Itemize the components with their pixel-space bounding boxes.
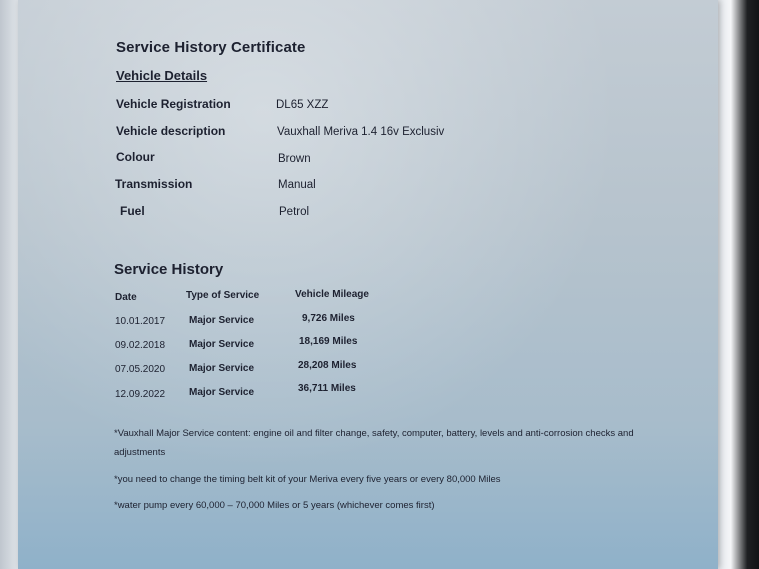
- field-label-registration: Vehicle Registration: [116, 97, 231, 111]
- column-header-date: Date: [115, 292, 137, 303]
- table-row-2-mileage: 18,169 Miles: [299, 336, 358, 347]
- table-row-3-date: 07.05.2020: [115, 364, 166, 375]
- service-history-heading: Service History: [114, 261, 224, 278]
- vehicle-details-heading: Vehicle Details: [116, 68, 208, 83]
- field-label-transmission: Transmission: [115, 177, 193, 191]
- field-value-description: Vauxhall Meriva 1.4 16v Exclusiv: [277, 126, 445, 138]
- table-row-1-type: Major Service: [189, 315, 255, 326]
- field-value-colour: Brown: [278, 153, 311, 165]
- field-value-transmission: Manual: [278, 179, 316, 191]
- field-value-fuel: Petrol: [279, 206, 310, 218]
- certificate-page: [18, 0, 718, 569]
- table-row-1-date: 10.01.2017: [115, 316, 166, 327]
- table-row-3-mileage: 28,208 Miles: [298, 360, 357, 371]
- table-row-4-type: Major Service: [189, 387, 255, 398]
- document-title: Service History Certificate: [116, 39, 306, 56]
- table-row-4-mileage: 36,711 Miles: [298, 383, 356, 394]
- table-row-1-mileage: 9,726 Miles: [302, 313, 355, 324]
- column-header-mileage: Vehicle Mileage: [295, 289, 369, 300]
- column-header-type: Type of Service: [186, 290, 260, 301]
- field-label-description: Vehicle description: [116, 124, 226, 138]
- background-surface-right: [712, 0, 759, 569]
- note-major-service-content: *Vauxhall Major Service content: engine oil and filter change, safety, computer, battery, levels and anti-corrosion checks and adjustments: [114, 428, 634, 458]
- note-water-pump: *water pump every 60,000 – 70,000 Miles or 5 years (whichever comes first): [114, 500, 435, 511]
- field-label-colour: Colour: [116, 150, 155, 164]
- field-label-fuel: Fuel: [120, 204, 145, 218]
- table-row-2-date: 09.02.2018: [115, 340, 166, 351]
- table-row-3-type: Major Service: [189, 363, 255, 374]
- table-row-2-type: Major Service: [189, 339, 255, 350]
- field-value-registration: DL65 XZZ: [276, 99, 329, 111]
- note-timing-belt: *you need to change the timing belt kit of your Meriva every five years or every 80,000 Miles: [114, 474, 501, 485]
- table-row-4-date: 12.09.2022: [115, 389, 166, 400]
